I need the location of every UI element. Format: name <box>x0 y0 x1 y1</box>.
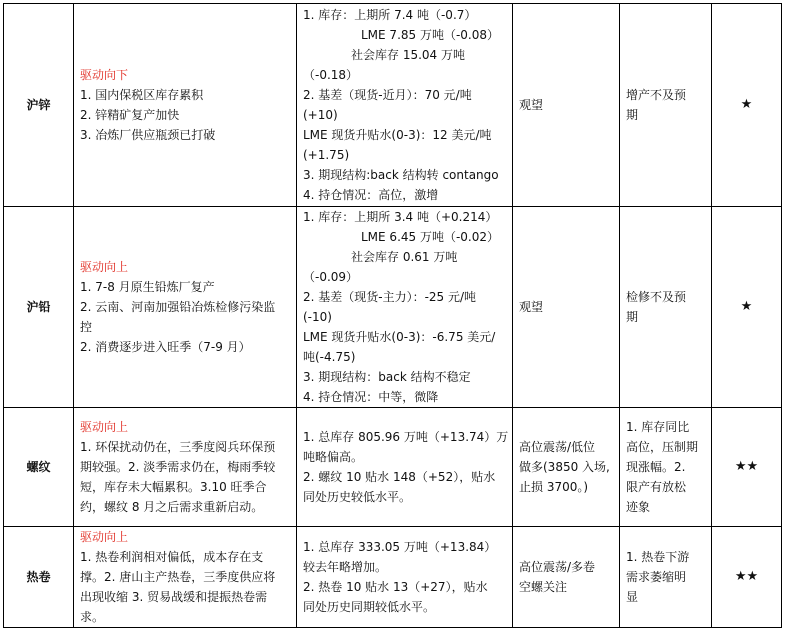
strategy-line: 做多(3850 入场, <box>519 460 610 474</box>
driver-item: 控 <box>80 320 93 334</box>
risk-line: 迹象 <box>626 500 651 514</box>
commodity-name: 螺纹 <box>4 408 74 527</box>
data-line: 2. 热卷 10 贴水 13（+27），贴水 <box>303 580 488 594</box>
data-line: 同处历史较低水平。 <box>303 490 412 504</box>
data-line: 1. 库存：上期所 7.4 吨（-0.7） <box>303 8 477 22</box>
driver-item: 1. 环保扰动仍在，三季度阅兵环保预 <box>80 440 276 454</box>
data-line: LME 6.45 万吨（-0.02） <box>361 230 500 244</box>
rating-star-icon: ★★ <box>712 527 782 628</box>
driver-cell <box>74 207 297 408</box>
data-line: 1. 库存：上期所 3.4 吨（+0.214） <box>303 210 498 224</box>
driver-item: 出现收缩 3. 贸易战缓和提振热卷需 <box>80 590 268 604</box>
risk-line: 期 <box>626 108 639 122</box>
risk-line: 现涨幅。2. <box>626 460 686 474</box>
commodity-name: 沪锌 <box>4 4 74 207</box>
data-line: (+1.75) <box>303 148 350 162</box>
risk-line: 显 <box>626 590 639 604</box>
data-line: LME 现货升贴水(0-3)：12 美元/吨 <box>303 128 492 142</box>
commodity-name: 热卷 <box>4 527 74 628</box>
data-line: 4. 持仓情况：中等，微降 <box>303 390 439 404</box>
strategy-line: 空螺关注 <box>519 580 568 594</box>
driver-cell <box>74 408 297 527</box>
data-line: 2. 基差（现货-近月）：70 元/吨 <box>303 88 472 102</box>
risk-line: 1. 热卷下游 <box>626 550 690 564</box>
strategy-line: 观望 <box>519 98 544 112</box>
rating-star-icon: ★★ <box>712 408 782 527</box>
risk-cell <box>620 527 712 628</box>
data-line: 吨(-4.75) <box>303 350 356 364</box>
driver-item: 短，库存未大幅累积。3.10 旺季合 <box>80 480 267 494</box>
data-cell <box>297 527 513 628</box>
data-line: LME 现货升贴水(0-3)：-6.75 美元/ <box>303 330 496 344</box>
driver-item: 撑。2. 唐山主产热卷，三季度供应将 <box>80 570 276 584</box>
data-line: 同处历史同期较低水平。 <box>303 600 436 614</box>
data-line: 2. 基差（现货-主力）：-25 元/吨 <box>303 290 477 304</box>
table-row <box>4 408 782 527</box>
data-cell <box>297 408 513 527</box>
futures-strategy-table <box>3 3 782 628</box>
driver-direction: 驱动向上 <box>80 260 129 274</box>
data-line: 社会库存 0.61 万吨 <box>351 250 458 264</box>
risk-line: 高位，压制期 <box>626 440 699 454</box>
driver-item: 1. 国内保税区库存累积 <box>80 88 204 102</box>
driver-direction: 驱动向下 <box>80 68 129 82</box>
risk-cell <box>620 4 712 207</box>
driver-item: 2. 云南、河南加强铅冶炼检修污染监 <box>80 300 276 314</box>
rating-star-icon: ★ <box>712 4 782 207</box>
driver-item: 求。 <box>80 610 105 624</box>
driver-item: 2. 消费逐步进入旺季（7-9 月） <box>80 340 251 354</box>
driver-item: 期较强。2. 淡季需求仍在，梅雨季较 <box>80 460 276 474</box>
driver-direction: 驱动向上 <box>80 420 129 434</box>
data-line: 吨略偏高。 <box>303 450 364 464</box>
data-line: 1. 总库存 805.96 万吨（+13.74）万 <box>303 430 509 444</box>
data-line: 较去年略增加。 <box>303 560 388 574</box>
data-line: （-0.09） <box>303 270 359 284</box>
driver-item: 1. 7-8 月原生铅炼厂复产 <box>80 280 215 294</box>
data-cell <box>297 207 513 408</box>
data-line: (+10) <box>303 108 338 122</box>
strategy-cell <box>513 207 620 408</box>
table-row <box>4 4 782 207</box>
risk-cell <box>620 408 712 527</box>
driver-item: 1. 热卷利润相对偏低，成本存在支 <box>80 550 264 564</box>
data-line: LME 7.85 万吨（-0.08） <box>361 28 500 42</box>
data-cell <box>297 4 513 207</box>
table-row <box>4 527 782 628</box>
data-line: 3. 期现结构:back 结构转 contango <box>303 168 499 182</box>
rating-star-icon: ★ <box>712 207 782 408</box>
strategy-cell <box>513 4 620 207</box>
driver-item: 3. 冶炼厂供应瓶颈已打破 <box>80 128 216 142</box>
risk-line: 期 <box>626 310 639 324</box>
data-line: 4. 持仓情况：高位，激增 <box>303 188 439 202</box>
strategy-line: 高位震荡/多卷 <box>519 560 596 574</box>
data-line: 社会库存 15.04 万吨 <box>351 48 465 62</box>
data-line: (-10) <box>303 310 332 324</box>
risk-line: 增产不及预 <box>626 88 687 102</box>
risk-line: 1. 库存同比 <box>626 420 690 434</box>
risk-line: 限产有放松 <box>626 480 687 494</box>
driver-direction: 驱动向上 <box>80 530 129 544</box>
strategy-cell <box>513 527 620 628</box>
driver-cell <box>74 527 297 628</box>
commodity-name: 沪铅 <box>4 207 74 408</box>
data-line: （-0.18） <box>303 68 359 82</box>
strategy-line: 观望 <box>519 300 544 314</box>
data-line: 1. 总库存 333.05 万吨（+13.84） <box>303 540 497 554</box>
driver-cell <box>74 4 297 207</box>
strategy-line: 止损 3700。) <box>519 480 589 494</box>
risk-line: 检修不及预 <box>626 290 687 304</box>
risk-line: 需求萎缩明 <box>626 570 687 584</box>
driver-item: 2. 锌精矿复产加快 <box>80 108 180 122</box>
table-row <box>4 207 782 408</box>
strategy-cell <box>513 408 620 527</box>
risk-cell <box>620 207 712 408</box>
strategy-line: 高位震荡/低位 <box>519 440 596 454</box>
driver-item: 约，螺纹 8 月之后需求重新启动。 <box>80 500 264 514</box>
data-line: 3. 期现结构：back 结构不稳定 <box>303 370 471 384</box>
data-line: 2. 螺纹 10 贴水 148（+52），贴水 <box>303 470 496 484</box>
